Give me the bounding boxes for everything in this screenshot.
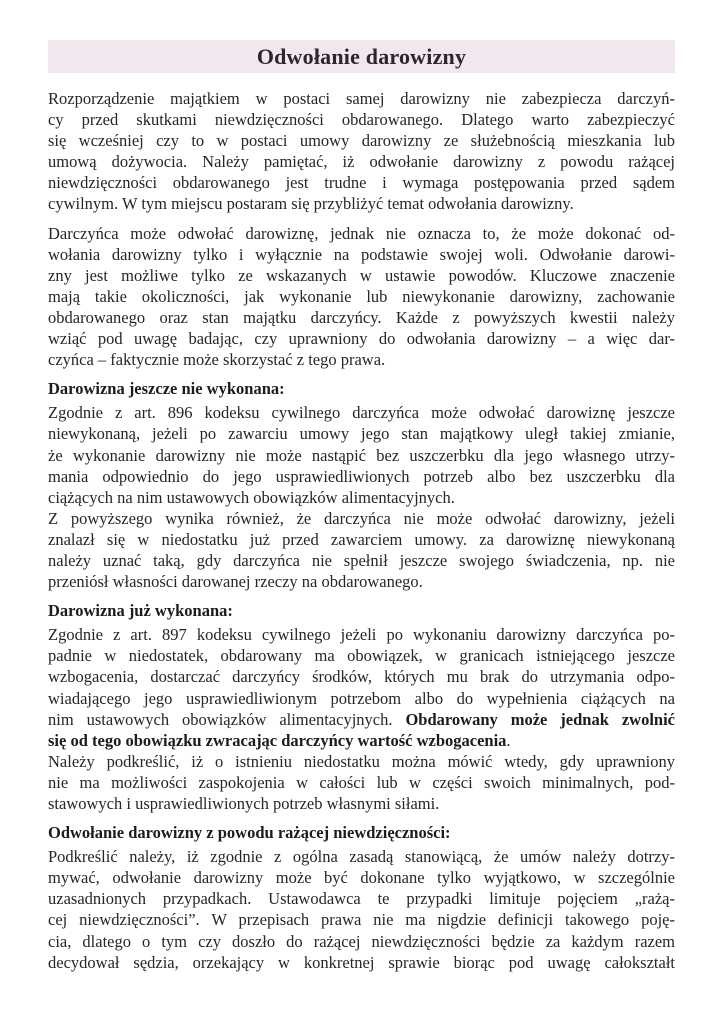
text-line: należy uznać taką, gdy darczyńca nie spełnił jeszcze swojego świadczenia, np. nie [48, 550, 675, 570]
text-line: Należy podkreślić, iż o istnieniu niedostatku można mówić wtedy, gdy uprawniony [48, 751, 675, 771]
section-heading: Darowizna już wykonana: [48, 601, 233, 621]
text-line: Zgodnie z art. 897 kodeksu cywilnego jeżeli po wykonaniu darowizny darczyńca po- [48, 625, 675, 645]
paragraph [48, 846, 675, 973]
text-line: wzbogacenia, dostarczać darczyńcy środków, których mu brak do utrzymania odpo- [48, 667, 675, 687]
text-line: wiadającego jego usprawiedliwionym potrzebom albo do wypełnienia ciążących na [48, 688, 675, 708]
paragraph [48, 624, 675, 751]
section-heading: Odwołanie darowizny z powodu rażącej niewdzięczności: [48, 823, 451, 843]
text-line: ciążących na nim ustawowych obowiązków alimentacyjnych. [48, 487, 455, 507]
text-line: obdarowanego oraz stan majątku darczyńcy. Każde z powyższych kwestii należy [48, 307, 675, 327]
section-heading: Darowizna jeszcze nie wykonana: [48, 379, 285, 399]
paragraph [48, 88, 675, 215]
article-body [48, 88, 675, 973]
text-line: niewykonaną, jeżeli po zawarciu umowy jego stan majątkowy uległ takiej zmianie, [48, 424, 675, 444]
text-line: mywać, odwołanie darowizny może być dokonane tylko wyjątkowo, w szczególnie [48, 868, 675, 888]
text-line: niewdzięczności obdarowanego jest trudne i wymaga postępowania przed sądem [48, 173, 675, 193]
text-line: uzasadnionych przypadkach. Ustawodawca te przypadki limituje pojęciem „rażą- [48, 889, 675, 909]
text-line: się wcześniej czy to w postaci umowy darowizny ze służebnością mieszkania lub [48, 131, 675, 151]
text-line: przeniósł własności darowanej rzeczy na obdarowanego. [48, 572, 423, 592]
text-line: że wykonanie darowizny nie może nastąpić bez uszczerbku dla jego własnego utrzy- [48, 445, 675, 465]
text-line: Rozporządzenie majątkiem w postaci samej darowizny nie zabezpiecza darczyń- [48, 89, 675, 108]
text-line: decydował sędzia, orzekający w konkretnej sprawie biorąc pod uwagę całokształt [48, 952, 675, 972]
text-line: cy przed skutkami niewdzięczności obdarowanego. Dlatego warto zabezpieczyć [48, 110, 675, 130]
text-line: umową dożywocia. Należy pamiętać, iż odwołanie darowizny z powodu rażącej [48, 152, 675, 172]
text-line: padnie w niedostatek, obdarowany ma obowiązek, w granicach istniejącego jeszcze [48, 646, 675, 666]
paragraph [48, 508, 675, 592]
text-line: cej niewdzięczności”. W przepisach prawa nie ma nigdzie definicji takowego poję- [48, 910, 675, 930]
text-line: wołania darowizny tylko i wyłącznie na podstawie swojej woli. Odwołanie darowi- [48, 244, 675, 264]
text-line: mania odpowiednio do jego usprawiedliwionych potrzeb albo bez uszczerbku dla [48, 466, 675, 486]
text-line: cywilnym. W tym miejscu postaram się przybliżyć temat odwołania darowizny. [48, 194, 574, 214]
text-line: wziąć pod uwagę badając, czy uprawniony do odwołania darowizny – a więc dar- [48, 329, 675, 349]
text-line: Darczyńca może odwołać darowiznę, jednak nie oznacza to, że może dokonać od- [48, 223, 675, 243]
paragraph [48, 402, 675, 507]
text-line: znalazł się w niedostatku już przed zawarciem umowy. za darowiznę niewykonaną [48, 529, 675, 549]
text-line: nim ustawowych obowiązków alimentacyjnych. Obdarowany może jednak zwolnić [48, 709, 675, 729]
text-line: nie ma możliwości zaspokojenia w całości lub w części swoich minimalnych, pod- [48, 772, 675, 792]
text-line: Zgodnie z art. 896 kodeksu cywilnego darczyńca może odwołać darowiznę jeszcze [48, 403, 675, 423]
text-line: stawowych i usprawiedliwionych potrzeb własnymi siłami. [48, 794, 440, 813]
text-line: mają takie okoliczności, jak wykonanie lub niewykonanie darowizny, zachowanie [48, 286, 675, 306]
paragraph [48, 223, 675, 371]
text-line: zny jest możliwe tylko ze wskazanych w ustawie powodów. Kluczowe znaczenie [48, 265, 675, 285]
text-line: się od tego obowiązku zwracając darczyńcy wartość wzbogacenia. [48, 730, 511, 750]
title-bar [48, 40, 675, 73]
page-title: Odwołanie darowizny [256, 43, 467, 69]
text-line: czyńca – faktycznie może skorzystać z tego prawa. [48, 350, 386, 370]
text-line: cia, dlatego o tym czy doszło do rażącej niewdzięczności będzie za każdym razem [48, 931, 675, 951]
text-line: Podkreślić należy, iż zgodnie z ogólna zasadą stanowiącą, że umów należy dotrzy- [48, 847, 675, 867]
text-line: Z powyższego wynika również, że darczyńca nie może odwołać darowizny, jeżeli [48, 508, 675, 528]
paragraph [48, 751, 675, 814]
